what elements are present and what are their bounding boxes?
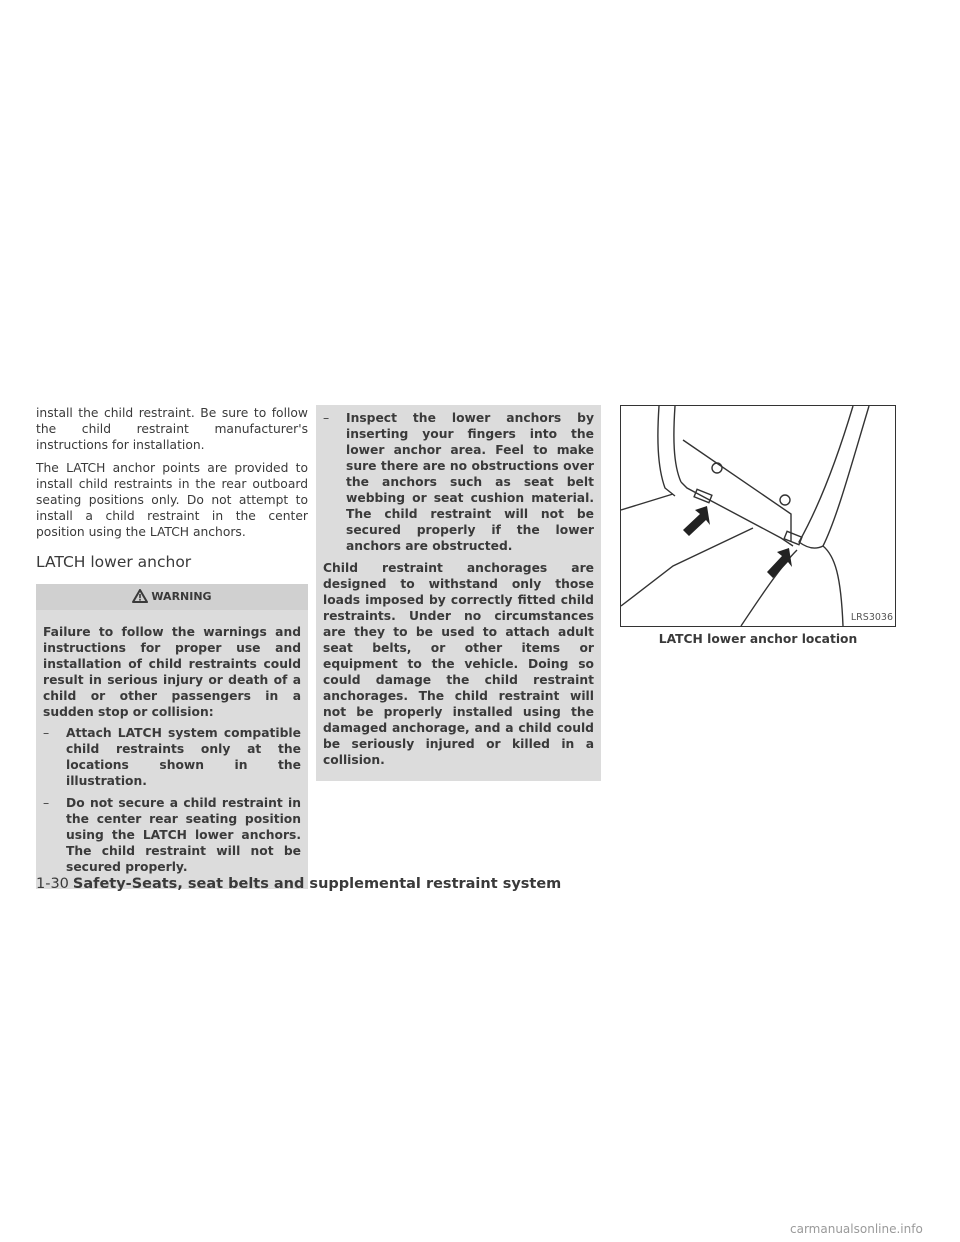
warning-triangle-icon — [132, 589, 148, 603]
warning-item-text: Attach LATCH system compatible child restraints only at the locations shown in the illustration. — [66, 726, 301, 788]
warning-box — [36, 584, 308, 889]
dash-bullet: – — [43, 796, 50, 810]
figure-caption: LATCH lower anchor location — [658, 632, 858, 646]
body-paragraph: The LATCH anchor points are provided to install child restraints in the rear outboard seating positions only. Do not attempt to install a child restraint in the center position using the LATCH anchors. — [36, 461, 308, 539]
column-1 — [36, 405, 308, 889]
dash-bullet: – — [323, 411, 330, 425]
warning-body — [316, 410, 601, 768]
warning-item — [43, 725, 301, 789]
watermark-link[interactable]: carmanualsonline.info — [790, 1222, 923, 1236]
warning-intro: Failure to follow the warnings and instructions for proper use and installation of child restraints could result in serious injury or death of a child or other passengers in a sudden stop or collision: — [43, 625, 301, 719]
column-2 — [316, 405, 601, 781]
warning-item — [43, 795, 301, 875]
seat-drawing — [621, 406, 895, 626]
body-paragraph: install the child restraint. Be sure to follow the child restraint manufacturer's instructions for installation. — [36, 406, 308, 452]
warning-header — [36, 584, 308, 610]
warning-item — [323, 410, 594, 554]
warning-label: WARNING — [151, 590, 212, 603]
warning-item-text: Inspect the lower anchors by inserting your fingers into the lower anchor area. Feel to make sure there are no obstructions over the anchors such as seat belt webbing or seat cushion material. The child restraint will not be secured properly if the lower anchors are obstructed. — [346, 411, 594, 553]
warning-paragraph: Child restraint anchorages are designed to withstand only those loads imposed by correctly fitted child restraints. Under no circumstances are they to be used to attach adult seat belts, or other items or equipment to the vehicle. Doing so could damage the child restraint anchorages. The child restraint will not be properly installed using the damaged anchorage, and a child could be seriously injured or killed in a collision. — [323, 561, 594, 767]
warning-box-continued — [316, 405, 601, 781]
warning-item-text: Do not secure a child restraint in the center rear seating position using the LATCH lower anchors. The child restraint will not be secured properly. — [66, 796, 301, 874]
figure-code: LRS3036 — [850, 612, 893, 623]
latch-anchor-illustration — [620, 405, 896, 627]
column-3 — [620, 405, 896, 647]
dash-bullet: – — [43, 726, 50, 740]
chapter-title: Safety-Seats, seat belts and supplemental restraint system — [72, 876, 562, 892]
section-heading: LATCH lower anchor — [36, 553, 192, 571]
page-number: 1-30 — [36, 876, 69, 892]
warning-body — [36, 624, 308, 875]
page-footer — [36, 876, 561, 892]
